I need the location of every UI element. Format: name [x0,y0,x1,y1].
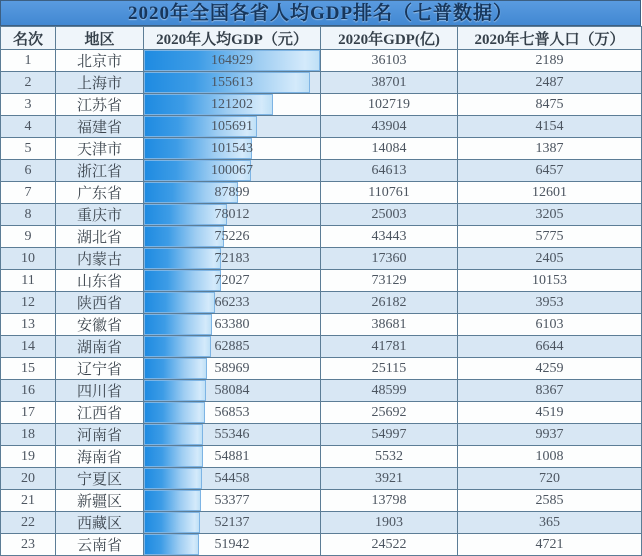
population-cell: 6644 [458,336,642,358]
per-capita-gdp-cell [144,380,321,402]
rank-cell: 6 [1,160,56,182]
per-capita-gdp-value: 66233 [214,294,250,310]
table-row [1,314,642,336]
per-capita-gdp-value: 87899 [214,184,250,200]
region-cell: 内蒙古 [56,248,144,270]
per-capita-gdp-cell [144,292,321,314]
per-capita-gdp-value: 62885 [214,338,250,354]
per-capita-gdp-value: 58084 [214,382,250,398]
gdp-cell: 1903 [321,512,458,534]
table-row [1,94,642,116]
per-capita-gdp-value: 53377 [214,492,250,508]
col-header-population: 2020年七普人口（万） [458,27,642,50]
header-row [1,27,642,50]
region-cell: 云南省 [56,534,144,556]
region-cell: 江苏省 [56,94,144,116]
per-capita-gdp-cell [144,468,321,490]
table-row [1,160,642,182]
population-cell: 6103 [458,314,642,336]
per-capita-gdp-cell [144,248,321,270]
population-cell: 8367 [458,380,642,402]
population-cell: 2585 [458,490,642,512]
region-cell: 安徽省 [56,314,144,336]
per-capita-gdp-value: 54458 [214,470,250,486]
rank-cell: 7 [1,182,56,204]
rank-cell: 18 [1,424,56,446]
region-cell: 江西省 [56,402,144,424]
population-cell: 4154 [458,116,642,138]
per-capita-gdp-cell [144,534,321,556]
population-cell: 3953 [458,292,642,314]
region-cell: 重庆市 [56,204,144,226]
population-cell: 2405 [458,248,642,270]
table-row [1,138,642,160]
region-cell: 新疆区 [56,490,144,512]
table-row [1,402,642,424]
gdp-cell: 48599 [321,380,458,402]
per-capita-gdp-value: 63380 [214,316,250,332]
table-row [1,72,642,94]
per-capita-gdp-cell [144,226,321,248]
per-capita-gdp-cell [144,314,321,336]
population-cell: 10153 [458,270,642,292]
table-row [1,182,642,204]
per-capita-gdp-cell [144,424,321,446]
table-row [1,424,642,446]
gdp-cell: 110761 [321,182,458,204]
gdp-cell: 25003 [321,204,458,226]
population-cell: 6457 [458,160,642,182]
gdp-cell: 13798 [321,490,458,512]
population-cell: 3205 [458,204,642,226]
population-cell: 4259 [458,358,642,380]
per-capita-gdp-cell [144,50,321,72]
region-cell: 上海市 [56,72,144,94]
per-capita-gdp-cell [144,402,321,424]
gdp-cell: 43443 [321,226,458,248]
rank-cell: 15 [1,358,56,380]
table-row [1,468,642,490]
population-cell: 1387 [458,138,642,160]
per-capita-gdp-cell [144,116,321,138]
per-capita-gdp-value: 54881 [214,448,250,464]
population-cell: 720 [458,468,642,490]
per-capita-gdp-value: 72183 [214,250,250,266]
per-capita-gdp-cell [144,358,321,380]
per-capita-gdp-value: 121202 [211,96,253,112]
rank-cell: 10 [1,248,56,270]
gdp-cell: 25115 [321,358,458,380]
col-header-gdp: 2020年GDP(亿) [321,27,458,50]
region-cell: 河南省 [56,424,144,446]
rank-cell: 20 [1,468,56,490]
per-capita-gdp-value: 72027 [214,272,250,288]
table-row [1,336,642,358]
rank-cell: 11 [1,270,56,292]
gdp-cell: 41781 [321,336,458,358]
population-cell: 365 [458,512,642,534]
rank-cell: 22 [1,512,56,534]
region-cell: 西藏区 [56,512,144,534]
per-capita-gdp-value: 78012 [214,206,250,222]
population-cell: 1008 [458,446,642,468]
region-cell: 宁夏区 [56,468,144,490]
region-cell: 四川省 [56,380,144,402]
col-header-region: 地区 [56,27,144,50]
page-title: 2020年全国各省人均GDP排名（七普数据） [0,0,641,26]
gdp-cell: 25692 [321,402,458,424]
rank-cell: 4 [1,116,56,138]
region-cell: 天津市 [56,138,144,160]
region-cell: 广东省 [56,182,144,204]
table-row [1,534,642,556]
gdp-cell: 3921 [321,468,458,490]
rank-cell: 13 [1,314,56,336]
gdp-cell: 102719 [321,94,458,116]
per-capita-gdp-cell [144,138,321,160]
per-capita-gdp-cell [144,336,321,358]
rank-cell: 5 [1,138,56,160]
per-capita-gdp-cell [144,94,321,116]
per-capita-gdp-cell [144,490,321,512]
per-capita-gdp-cell [144,512,321,534]
rank-cell: 1 [1,50,56,72]
per-capita-gdp-value: 75226 [214,228,250,244]
per-capita-gdp-value: 155613 [211,74,253,90]
table-row [1,226,642,248]
region-cell: 辽宁省 [56,358,144,380]
per-capita-gdp-cell [144,182,321,204]
table-row [1,358,642,380]
table-row [1,380,642,402]
rank-cell: 9 [1,226,56,248]
table-row [1,490,642,512]
table-row [1,248,642,270]
per-capita-gdp-value: 100067 [211,162,253,178]
region-cell: 山东省 [56,270,144,292]
per-capita-gdp-value: 58969 [214,360,250,376]
rank-cell: 3 [1,94,56,116]
region-cell: 北京市 [56,50,144,72]
population-cell: 5775 [458,226,642,248]
per-capita-gdp-value: 164929 [211,52,253,68]
population-cell: 2189 [458,50,642,72]
per-capita-gdp-value: 51942 [214,536,250,552]
gdp-cell: 5532 [321,446,458,468]
population-cell: 4519 [458,402,642,424]
population-cell: 12601 [458,182,642,204]
region-cell: 湖北省 [56,226,144,248]
table-row [1,292,642,314]
table-row [1,512,642,534]
gdp-cell: 26182 [321,292,458,314]
col-header-per-capita-gdp: 2020年人均GDP（元） [144,27,321,50]
per-capita-gdp-value: 105691 [211,118,253,134]
rank-cell: 17 [1,402,56,424]
per-capita-gdp-cell [144,160,321,182]
col-header-rank: 名次 [1,27,56,50]
per-capita-gdp-cell [144,270,321,292]
per-capita-gdp-cell [144,72,321,94]
table-row [1,446,642,468]
gdp-cell: 14084 [321,138,458,160]
table-row [1,50,642,72]
gdp-cell: 73129 [321,270,458,292]
rank-cell: 23 [1,534,56,556]
per-capita-gdp-cell [144,446,321,468]
table-row [1,116,642,138]
gdp-cell: 43904 [321,116,458,138]
region-cell: 福建省 [56,116,144,138]
gdp-cell: 36103 [321,50,458,72]
region-cell: 海南省 [56,446,144,468]
rank-cell: 12 [1,292,56,314]
table-row [1,204,642,226]
rank-cell: 21 [1,490,56,512]
table-row [1,270,642,292]
region-cell: 湖南省 [56,336,144,358]
gdp-cell: 38681 [321,314,458,336]
per-capita-gdp-value: 55346 [214,426,250,442]
population-cell: 9937 [458,424,642,446]
gdp-cell: 64613 [321,160,458,182]
gdp-cell: 17360 [321,248,458,270]
population-cell: 8475 [458,94,642,116]
rank-cell: 19 [1,446,56,468]
gdp-cell: 54997 [321,424,458,446]
per-capita-gdp-value: 101543 [211,140,253,156]
rank-cell: 14 [1,336,56,358]
rank-cell: 16 [1,380,56,402]
region-cell: 浙江省 [56,160,144,182]
gdp-cell: 24522 [321,534,458,556]
per-capita-gdp-value: 52137 [214,514,250,530]
per-capita-gdp-cell [144,204,321,226]
gdp-ranking-table [0,26,642,556]
rank-cell: 2 [1,72,56,94]
population-cell: 4721 [458,534,642,556]
per-capita-gdp-value: 56853 [214,404,250,420]
region-cell: 陕西省 [56,292,144,314]
population-cell: 2487 [458,72,642,94]
rank-cell: 8 [1,204,56,226]
gdp-cell: 38701 [321,72,458,94]
